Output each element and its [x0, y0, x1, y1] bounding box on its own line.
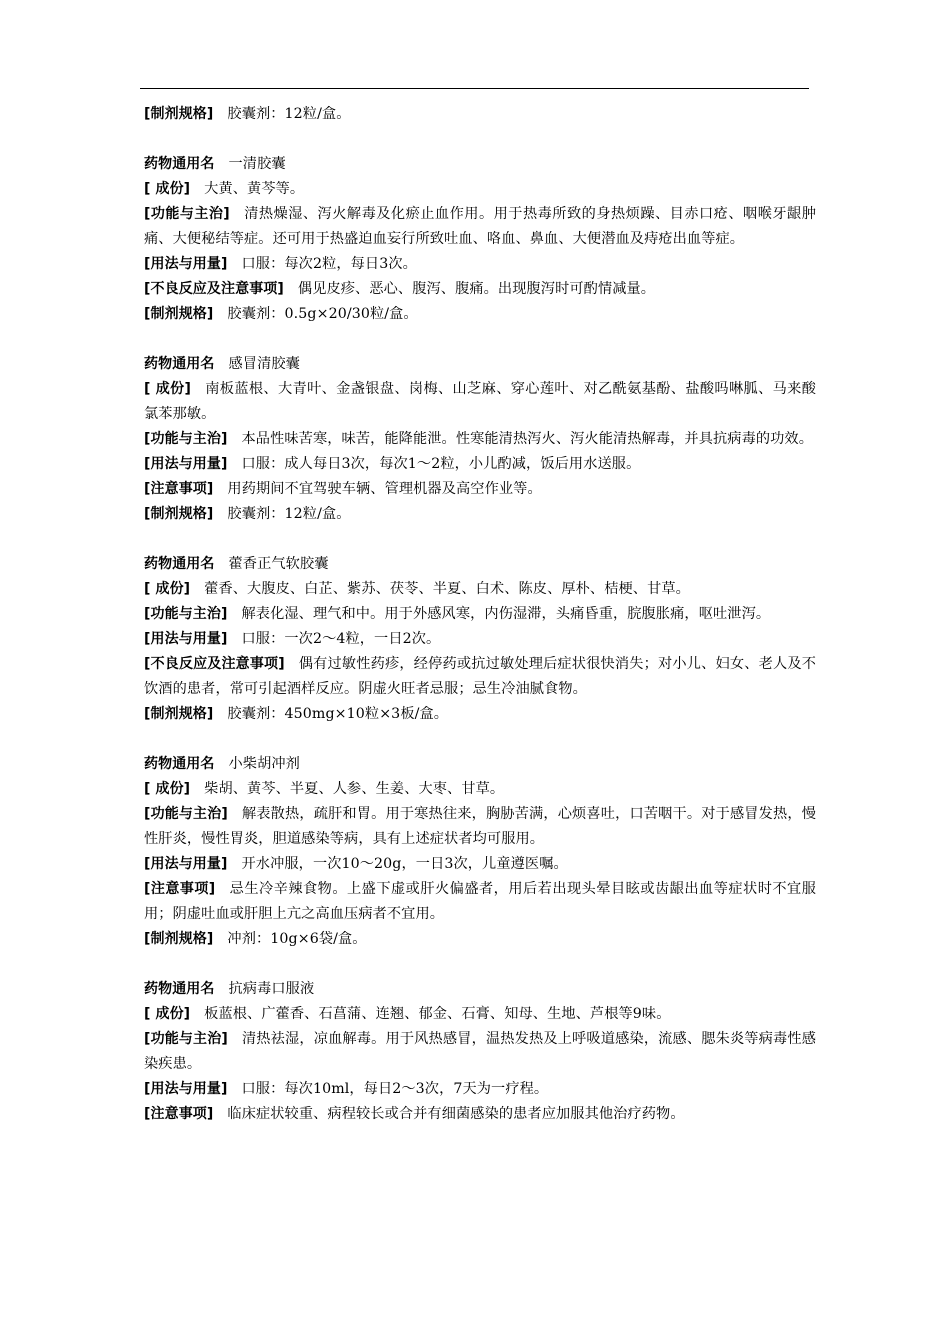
- field-text: 用药期间不宜驾驶车辆、管理机器及高空作业等。: [227, 481, 542, 497]
- drug-field: [144, 802, 816, 852]
- field-text: 偶有过敏性药疹，经停药或抗过敏处理后症状很快消失；对小儿、妇女、老人及不饮酒的患者，常可引起酒样反应。阴虚火旺者忌服；忌生冷油腻食物。: [144, 656, 816, 697]
- field-text: 偶见皮疹、恶心、腹泻、腹痛。出现腹泻时可酌情减量。: [297, 281, 656, 297]
- drug-entry: [144, 352, 816, 527]
- drug-title: [144, 352, 816, 377]
- field-label: [用法与用量]: [144, 856, 228, 872]
- field-label: [制剂规格]: [144, 306, 214, 322]
- header-rule: [140, 88, 809, 89]
- drug-title-label: 药物通用名: [144, 356, 215, 372]
- field-label: [用法与用量]: [144, 256, 228, 272]
- drug-entry: [144, 552, 816, 727]
- field-label: [功能与主治]: [144, 806, 228, 822]
- field-label: [注意事项]: [144, 881, 216, 897]
- field-label: [ 成份]: [144, 1006, 191, 1022]
- field-text: 冲剂：10g×6袋/盒。: [227, 931, 367, 947]
- drug-title-label: 药物通用名: [144, 756, 215, 772]
- drug-entry: [144, 152, 816, 327]
- field-label: [注意事项]: [144, 481, 214, 497]
- field-label: [不良反应及注意事项]: [144, 656, 285, 672]
- field-text: 口服：每次2粒，每日3次。: [241, 256, 417, 272]
- drug-field: [144, 202, 816, 252]
- field-text: 开水冲服，一次10～20g，一日3次，儿童遵医嘱。: [241, 856, 568, 872]
- drug-entry: [144, 752, 816, 952]
- field-text: 板蓝根、广藿香、石菖蒲、连翘、郁金、石膏、知母、生地、芦根等9味。: [204, 1006, 671, 1022]
- drug-field: [144, 602, 816, 627]
- drug-field: [144, 1077, 816, 1102]
- field-text: 清热燥湿、泻火解毒及化瘀止血作用。用于热毒所致的身热烦躁、目赤口疮、咽喉牙龈肿痛、大便秘结等症。还可用于热盛迫血妄行所致吐血、咯血、鼻血、大便潜血及痔疮出血等症。: [144, 206, 817, 247]
- drug-field: [144, 877, 816, 927]
- field-text: 清热祛湿，凉血解毒。用于风热感冒，温热发热及上呼吸道感染，流感、腮朱炎等病毒性感染疾患。: [144, 1031, 816, 1072]
- drug-field: [144, 452, 816, 477]
- drug-title: [144, 752, 816, 777]
- drug-title-label: 药物通用名: [144, 156, 215, 172]
- field-text: 胶囊剂：12粒/盒。: [227, 506, 351, 522]
- field-text: 柴胡、黄芩、半夏、人参、生姜、大枣、甘草。: [204, 781, 505, 797]
- drug-field: [144, 852, 816, 877]
- drug-field: [144, 477, 816, 502]
- field-label: [功能与主治]: [144, 1031, 228, 1047]
- field-text: 忌生冷辛辣食物。上盛下虚或肝火偏盛者，用后若出现头晕目眩或齿龈出血等症状时不宜服用；阴虚吐血或肝胆上亢之高血压病者不宜用。: [144, 881, 816, 922]
- field-label: [制剂规格]: [144, 506, 214, 522]
- field-label: [ 成份]: [144, 181, 191, 197]
- field-text: 南板蓝根、大青叶、金盏银盘、岗梅、山芝麻、穿心莲叶、对乙酰氨基酚、盐酸吗啉胍、马来酸氯苯那敏。: [144, 381, 817, 422]
- drug-title-label: 药物通用名: [144, 981, 215, 997]
- drug-field: [144, 627, 816, 652]
- field-text: 解表散热，疏肝和胃。用于寒热往来，胸胁苦满，心烦喜吐，口苦咽干。对于感冒发热，慢性肝炎，慢性胃炎，胆道感染等病，具有上述症状者均可服用。: [144, 806, 816, 847]
- drug-name: 抗病毒口服液: [228, 981, 315, 997]
- field-text: 胶囊剂：450mg×10粒×3板/盒。: [227, 706, 449, 722]
- field-text: 大黄、黄芩等。: [204, 181, 305, 197]
- field-label: [制剂规格]: [144, 931, 214, 947]
- drug-title: [144, 552, 816, 577]
- field-text: 藿香、大腹皮、白芷、紫苏、茯苓、半夏、白术、陈皮、厚朴、桔梗、甘草。: [204, 581, 690, 597]
- drug-name: 藿香正气软胶囊: [228, 556, 329, 572]
- drug-name: 感冒清胶囊: [228, 356, 300, 372]
- drug-field: [144, 927, 816, 952]
- drug-field: [144, 652, 816, 702]
- field-label: [功能与主治]: [144, 431, 228, 447]
- field-label: [用法与用量]: [144, 1081, 228, 1097]
- field-text: 解表化湿、理气和中。用于外感风寒，内伤湿滞，头痛昏重，脘腹胀痛，呕吐泄泻。: [241, 606, 771, 622]
- field-label: [用法与用量]: [144, 456, 228, 472]
- drug-name: 小柴胡冲剂: [228, 756, 300, 772]
- drug-field: [144, 427, 816, 452]
- field-label: [注意事项]: [144, 1106, 214, 1122]
- drug-field: [144, 177, 816, 202]
- field-label: [功能与主治]: [144, 206, 230, 222]
- drug-name: 一清胶囊: [228, 156, 286, 172]
- drug-field: [144, 502, 816, 527]
- field-text: 口服：每次10ml，每日2～3次，7天为一疗程。: [241, 1081, 549, 1097]
- drug-field: [144, 277, 816, 302]
- field-text: 胶囊剂：0.5g×20/30粒/盒。: [227, 306, 418, 322]
- drug-field: [144, 777, 816, 802]
- field-label: [不良反应及注意事项]: [144, 281, 284, 297]
- field-label: [用法与用量]: [144, 631, 228, 647]
- drug-field: [144, 1027, 816, 1077]
- field-label: [功能与主治]: [144, 606, 228, 622]
- drug-field: [144, 702, 816, 727]
- drug-list: [144, 152, 816, 1127]
- field-text: 临床症状较重、病程较长或合并有细菌感染的患者应加服其他治疗药物。: [227, 1106, 685, 1122]
- field-label: [ 成份]: [144, 781, 191, 797]
- drug-field: [144, 1102, 816, 1127]
- document-content: [144, 102, 816, 1127]
- drug-title: [144, 977, 816, 1002]
- field-label: [ 成份]: [144, 581, 191, 597]
- field-label: [ 成份]: [144, 381, 191, 397]
- drug-field: [144, 577, 816, 602]
- drug-field: [144, 252, 816, 277]
- drug-title: [144, 152, 816, 177]
- field-label: [制剂规格]: [144, 106, 214, 122]
- field-text: 口服：一次2～4粒，一日2次。: [241, 631, 441, 647]
- field-label: [制剂规格]: [144, 706, 214, 722]
- intro-spec-line: [144, 102, 816, 127]
- drug-field: [144, 1002, 816, 1027]
- drug-field: [144, 302, 816, 327]
- field-text: 口服：成人每日3次，每次1～2粒，小儿酌减，饭后用水送服。: [241, 456, 641, 472]
- drug-entry: [144, 977, 816, 1127]
- field-text: 胶囊剂：12粒/盒。: [227, 106, 351, 122]
- field-text: 本品性味苦寒，味苦，能降能泄。性寒能清热泻火、泻火能清热解毒，并具抗病毒的功效。: [241, 431, 814, 447]
- drug-title-label: 药物通用名: [144, 556, 215, 572]
- drug-field: [144, 377, 816, 427]
